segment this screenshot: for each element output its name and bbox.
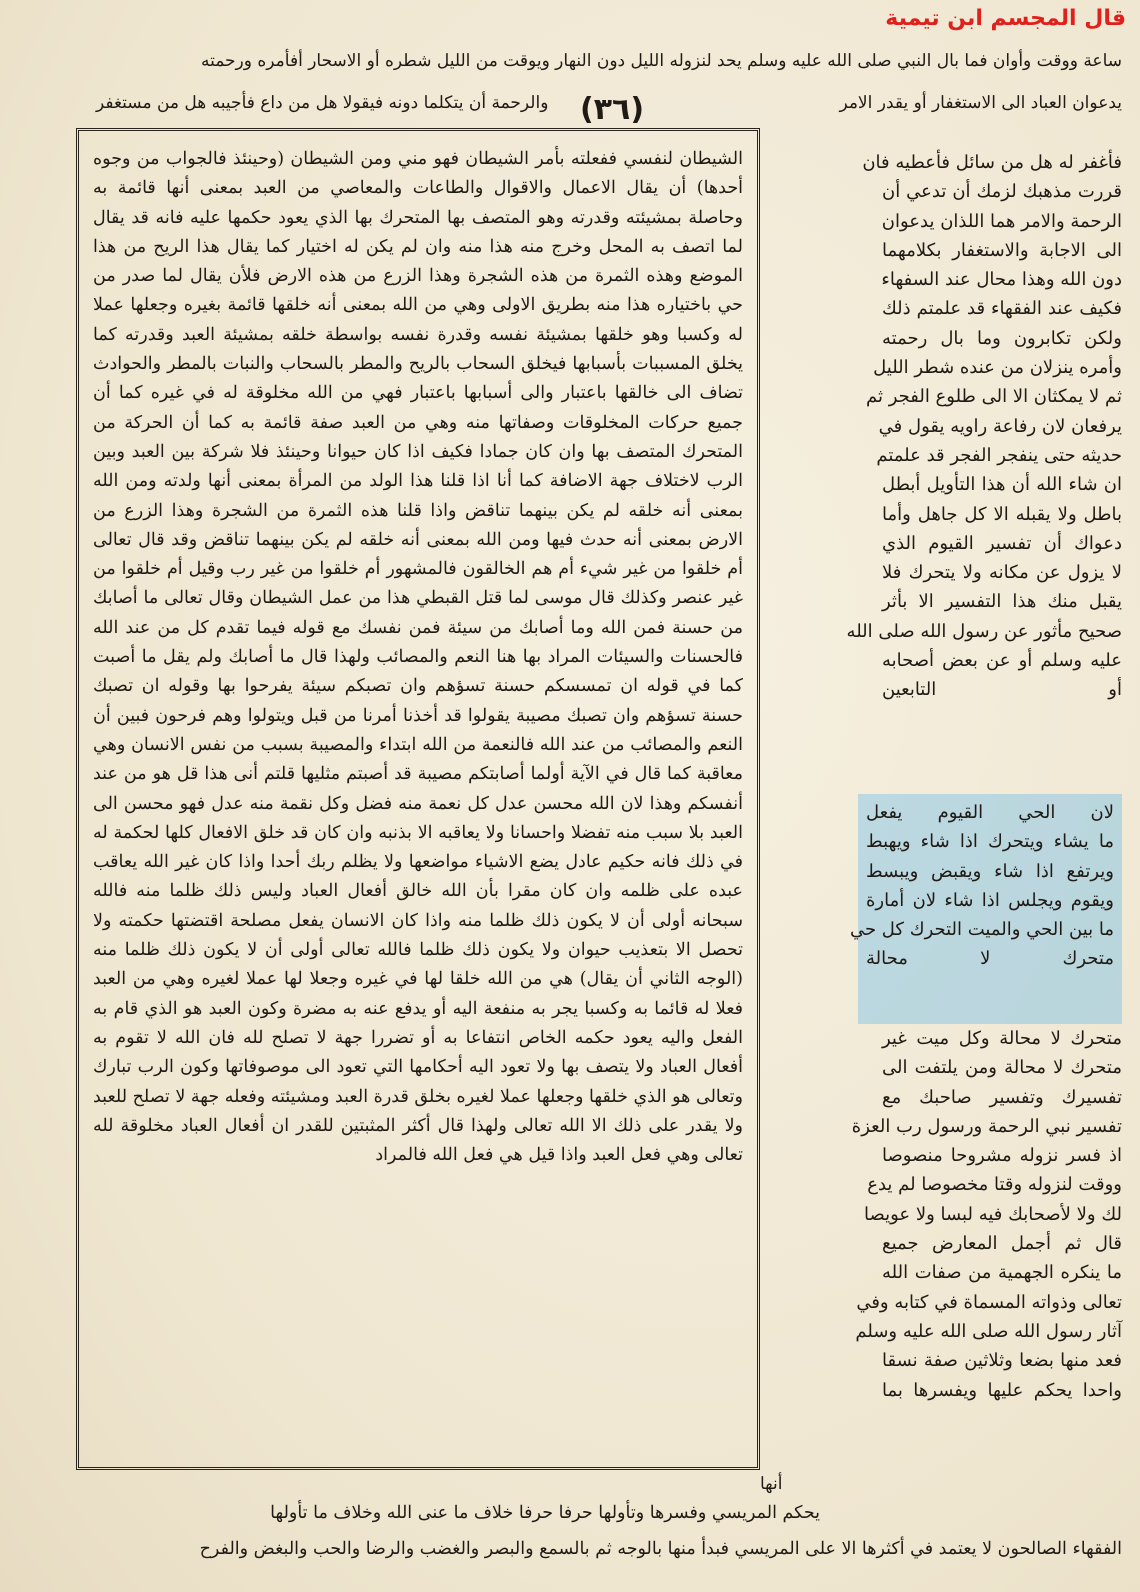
text-line: يرفعان لان رفاعة راويه يقول في [878,415,1122,437]
text-line: فعد منها بضعا وثلاثين صفة نسقا [882,1350,1122,1372]
text-line: ويرتفع اذا شاء ويقبض ويبسط [866,860,1114,882]
text-line: واحدا يحكم عليها ويفسرها بما [882,1379,1122,1401]
footer-line-1: يحكم المريسي وفسرها وتأولها حرفا حرفا خلاف ما عنى الله وخلاف ما تأولها [270,1503,820,1523]
text-line: اذ فسر نزوله مشروحا منصوصا [882,1145,1122,1167]
text-line: آثار رسول الله صلى الله عليه وسلم [855,1320,1122,1342]
header-line-1: ساعة ووقت وأوان فما بال النبي صلى الله عليه وسلم يحد لنزوله الليل دون النهار ويوقت من الليل شطره أو الاسحار أفأمره ورحمته [200,51,1122,71]
text-line: دون الله وهذا محال عند السفهاء [881,269,1122,291]
text-line: لا يزول عن مكانه ولا يتحرك فلا [882,562,1122,584]
text-line: ما يشاء ويتحرك اذا شاء ويهبط [866,831,1114,853]
text-line: وأمره ينزلان من عنده شطر الليل [873,357,1122,379]
text-line: متحرك لا محالة وكل ميت غير [882,1028,1122,1049]
page-number: (٣٦) [580,92,645,127]
text-line: الى الاجابة والاستغفار بكلامهما [882,239,1122,261]
text-line: الرحمة والامر هما اللذان يدعوان [881,210,1122,232]
side-column-continued [851,1024,1122,1405]
text-line: دعواك أن تفسير القيوم الذي [882,532,1122,554]
highlighted-passage [849,794,1122,1024]
footer-line-2: الفقهاء الصالحون لا يعتمد في أكثرها الا على المريسي فبدأ منها بالوجه ثم بالسمع والبصر والغضب والرضا والحب والبغض والفرح [199,1539,1122,1559]
text-line: لك ولا لأصحابك فيه لبسا ولا عويصا [863,1203,1122,1225]
main-text-body: الشيطان لنفسي ففعلته بأمر الشيطان فهو مني ومن الشيطان (وحينئذ فالجواب من وجوه أحدها) أن يقال الاعمال والاقوال والطاعات والمعاصي من العبد بمعنى أنها قائمة به وحاصلة بمشيئته وقدرته وهو المتصف بها المتحرك بها الذي يعود حكمها عليه فانه قد يقال لما اتصف به المحل وخرج منه هذا منه وان لم يكن له اختيار كما يقال هذا الريح من هذا الموضع وهذه الثمرة من هذه الشجرة وهذا الزرع من هذه الارض فلأن يقال لما صدر من حي باختياره هذا منه بطريق الاولى وهي من الله بمعنى أنه خلقها قائمة بغيره وجعلها عملا له وكسبا وهو خلقها بمشيئة نفسه وقدرة نفسه بواسطة خلقه بمشيئة العبد وقدرته كما يخلق المسببات بأسبابها فيخلق السحاب بالريح والمطر بالسحاب والنبات بالمطر والحوادث تضاف الى خالقها باعتبار والى أسبابها باعتبار فهي من الله مخلوقة له في غيره كما أن جميع حركات المخلوقات وصفاتها منه وهي من العبد صفة قائمة به كما أن الحركة من المتحرك المتصف بها وان كان جمادا فكيف اذا كان حيوانا وحينئذ فلا شركة بين العبد وبين الرب لاختلاف جهة الاضافة كما أنا اذا قلنا هذا الولد من المرأة بمعنى أنها ولدته ومن الله بمعنى أنه خلقه لم يكن بينهما تناقض واذا قلنا هذه الثمرة من الشجرة وهذا الزرع من الارض بمعنى أنه حدث فيها ومن الله بمعنى أنه خلقه لم يكن بينهما تناقض وقد قال تعالى أم خلقوا من غير شيء أم هم الخالقون فالمشهور أم خلقوا من غير رب وقيل أم خلقوا من غير عنصر وكذلك قال موسى لما قتل القبطي هذا من عمل الشيطان وقال تعالى ما أصابك من حسنة فمن الله وما أصابك من سيئة فمن نفسك مع قوله فيما تقدم كل من عند الله فالحسنات والسيئات المراد بها هنا النعم والمصائب ولهذا قال ما أصابك ولم يقل ما أصبت كما في قوله ان تمسسكم حسنة تسؤهم وان تصبكم سيئة يفرحوا بها وقوله ان تصبك حسنة تسؤهم وان تصبك مصيبة يقولوا قد أخذنا أمرنا من قبل ويتولوا وهم فرحون فبين أن النعم والمصائب من عند الله فالنعمة من الله ابتداء والمصيبة بسبب من نفس الانسان وهي معاقبة كما قال في الآية أولما أصابتكم مصيبة قد أصبتم مثليها قلتم أنى هذا قل هو من عند أنفسكم وهذا لان الله محسن عدل كل نعمة منه فضل وكل نقمة منه عدل فهو محسن الى العبد بلا سبب منه تفضلا واحسانا ولا يعاقبه الا بذنبه وان كان قد خلق الافعال كلها لحكمة له في ذلك فانه حكيم عادل يضع الاشياء مواضعها ولا يظلم ربك أحدا واذا كان غير الله يعاقب عبده على ظلمه وان كان مقرا بأن الله خالق أفعال العباد وليس ذلك ظلما منه فالله سبحانه أولى أن لا يكون ذلك ظلما منه واذا كان الانسان يفعل مصلحة اقتضتها حكمته ولا تحصل الا بتعذيب حيوان ولا يكون ذلك ظلما فالله تعالى أولى أن لا يكون ذلك ظلما منه (الوجه الثاني أن يقال) هي من الله خلقا لها في غيره وجعلا لها عملا لغيره وهي من العبد فعلا له قائما به وكسبا يجر به منفعة اليه أو يدفع عنه به مضرة وكون العبد هو الذي قام به الفعل واليه يعود حكمه الخاص انتفاعا به أو تضررا جهة لا تصلح لله فان الله لا تقوم به أفعال العباد ولا يتصف بها ولا تعود اليه أحكامها التي تعود الى موصوفاتها وكون الرب تبارك وتعالى هو الذي خلقها وجعلها عملا لغيره بخلق قدرة العبد ومشيئته وفعله جهة لا تصلح للعبد ولا يقدر على ذلك الا الله تعالى ولهذا قال أكثر المثبتين للقدر ان أفعال العباد مخلوقة لله تعالى وهي فعل العبد واذا قيل هي فعل الله فالمراد [93,149,743,1166]
text-line: متحرك لا محالة ومن يلتفت الى [882,1057,1122,1079]
text-line: قررت مذهبك لزمك أن تدعي أن [882,181,1122,203]
main-text-frame [76,128,760,1470]
side-column [846,148,1122,705]
text-line: ووقت لنزوله وقتا مخصوصا لم يدع [867,1174,1122,1196]
side-column-lines [846,148,1122,705]
text-line: متحرك لا محالة [866,948,1114,970]
text-line: ما بين الحي والميت التحرك كل حي [849,919,1114,941]
header-line-2-left: والرحمة أن يتكلما دونه فيقولا هل من داع فأجيبه هل من مستغفر [96,93,549,113]
text-line: فكيف عند الفقهاء قد علمتم ذلك [882,298,1122,320]
text-line: يقبل منك هذا التفسير الا بأثر [882,591,1122,613]
text-line: ثم لا يمكثان الا الى طلوع الفجر ثم [865,386,1122,408]
text-line: صحيح مأثور عن رسول الله صلى الله [846,620,1122,642]
header-line-2-right: يدعوان العباد الى الاستغفار أو يقدر الامر [839,93,1122,113]
side-column-continued-lines [851,1024,1122,1405]
text-line: فأغفر له هل من سائل فأعطيه فان [862,152,1122,173]
text-line: باطل ولا يقبله الا كل جاهل وأما [882,503,1122,525]
text-line: تعالى وذواته المسماة في كتابه وفي [856,1291,1122,1313]
text-line: ما ينكره الجهمية من صفات الله [882,1262,1122,1284]
text-line: ان شاء الله أن هذا التأويل أبطل [882,474,1122,496]
text-line: تفسيرك وتفسير صاحبك مع [882,1086,1122,1108]
text-line: ولكن تكابرون وما بال رحمته [882,327,1122,349]
annotation-title: قال المجسم ابن تيمية [885,6,1126,31]
text-line: قال ثم أجمل المعارض جميع [882,1233,1122,1255]
highlighted-passage-lines [849,794,1122,974]
text-line: تفسير نبي الرحمة ورسول رب العزة [851,1115,1122,1137]
text-line: حديثه حتى ينفجر الفجر قد علمتم [876,444,1122,466]
text-line: ويقوم ويجلس اذا شاء لان أمارة [866,889,1114,911]
footer-fragment: أنها [760,1474,783,1494]
text-line: أو التابعين [882,679,1122,701]
text-line: عليه وسلم أو عن بعض أصحابه [882,650,1122,672]
text-line: لان الحي القيوم يفعل [866,802,1114,823]
